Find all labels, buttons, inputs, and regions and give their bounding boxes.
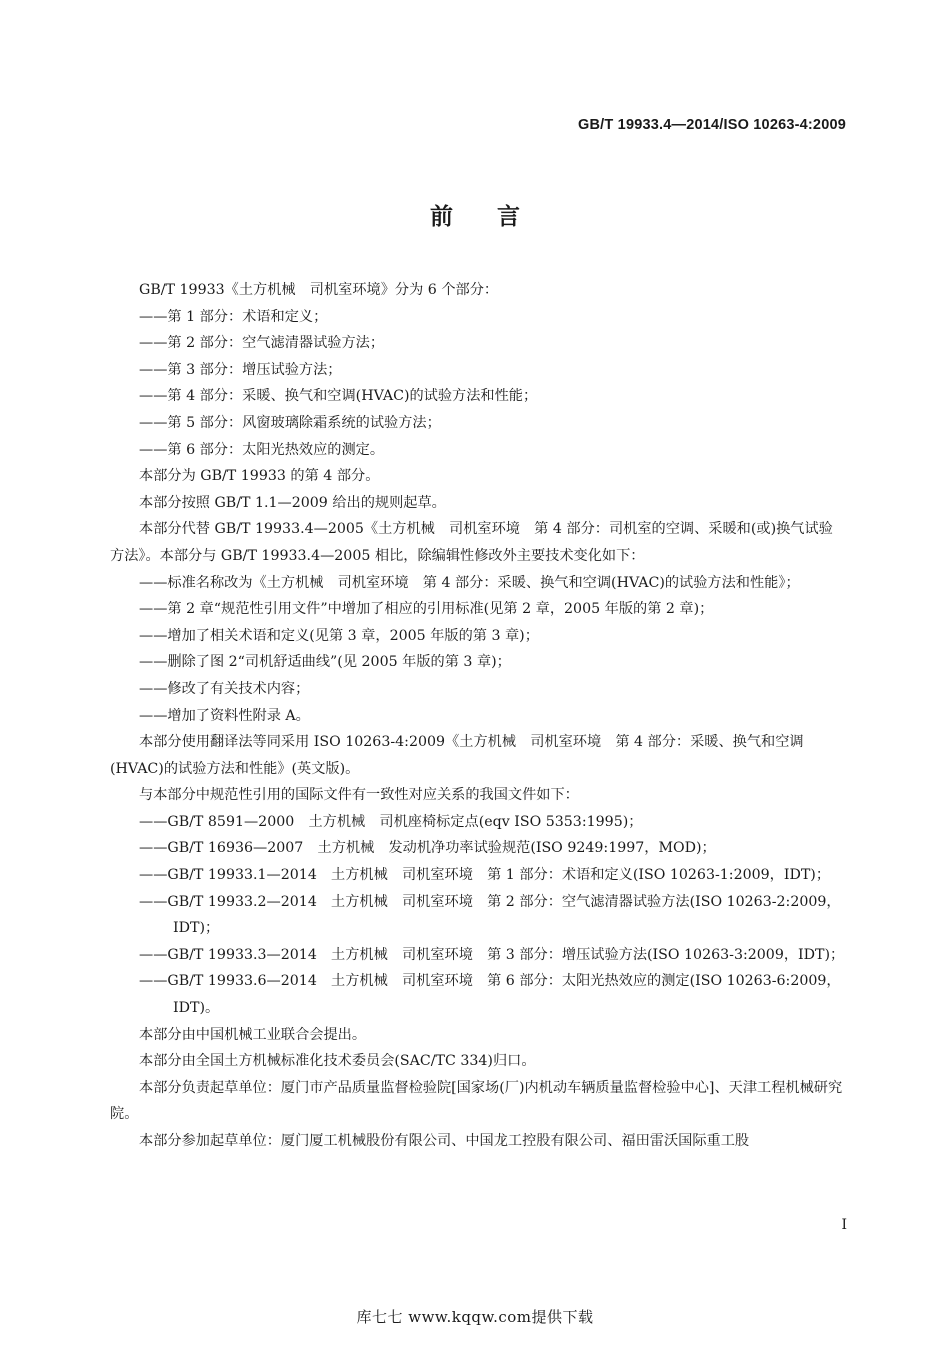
list-item: ——删除了图 2“司机舒适曲线”(见 2005 年版的第 3 章)； — [139, 654, 511, 671]
standard-number-header: GB/T 19933.4—2014/ISO 10263-4:2009 — [578, 117, 846, 133]
list-item: ——第 2 章“规范性引用文件”中增加了相应的引用标准(见第 2 章，2005 年版的第 2 章)； — [139, 601, 714, 618]
download-watermark: 库七七 www.kqqw.com提供下载 — [356, 1308, 594, 1326]
list-item: ——GB/T 19933.2—2014 土方机械 司机室环境 第 2 部分：空气滤清器试验方法(ISO 10263-2:2009，IDT)； — [139, 893, 841, 937]
list-item: ——第 1 部分：术语和定义； — [139, 308, 328, 325]
paragraph: GB/T 19933《土方机械 司机室环境》分为 6 个部分： — [139, 282, 499, 298]
list-item: ——GB/T 16936—2007 土方机械 发动机净功率试验规范(ISO 9249:1997，MOD)； — [139, 840, 716, 857]
list-item: ——第 3 部分：增压试验方法； — [139, 361, 342, 378]
list-item: ——增加了资料性附录 A。 — [139, 707, 310, 724]
paragraph: 本部分为 GB/T 19933 的第 4 部分。 — [139, 468, 380, 485]
paragraph: 与本部分中规范性引用的国际文件有一致性对应关系的我国文件如下： — [139, 787, 579, 804]
paragraph: 本部分代替 GB/T 19933.4—2005《土方机械 司机室环境 第 4 部分：司机室的空调、采暖和(或)换气试验方法》。本部分与 GB/T 19933.4—2005 相比，除编辑性修改外主要技术变化如下： — [110, 521, 833, 564]
list-item: ——GB/T 19933.6—2014 土方机械 司机室环境 第 6 部分：太阳光热效应的测定(ISO 10263-6:2009，IDT)。 — [139, 973, 841, 1017]
list-item: ——第 5 部分：风窗玻璃除霜系统的试验方法； — [139, 414, 441, 431]
paragraph: 本部分由中国机械工业联合会提出。 — [139, 1026, 367, 1043]
page-title: 前言 — [430, 204, 564, 230]
paragraph: 本部分参加起草单位：厦门厦工机械股份有限公司、中国龙工控股有限公司、福田雷沃国际重工股 — [139, 1133, 750, 1149]
list-item: ——GB/T 8591—2000 土方机械 司机座椅标定点(eqv ISO 5353:1995)； — [139, 813, 643, 830]
list-item: ——第 2 部分：空气滤清器试验方法； — [139, 335, 385, 352]
list-item: ——GB/T 19933.1—2014 土方机械 司机室环境 第 1 部分：术语和定义(ISO 10263-1:2009，IDT)； — [139, 867, 831, 884]
paragraph: 本部分由全国土方机械标准化技术委员会(SAC/TC 334)归口。 — [139, 1053, 536, 1070]
list-item: ——GB/T 19933.3—2014 土方机械 司机室环境 第 3 部分：增压试验方法(ISO 10263-3:2009，IDT)； — [139, 946, 845, 963]
list-item: ——第 6 部分：太阳光热效应的测定。 — [139, 441, 385, 458]
page-number: I — [841, 1217, 847, 1233]
document-body — [110, 277, 846, 1155]
list-item: ——标准名称改为《土方机械 司机室环境 第 4 部分：采暖、换气和空调(HVAC)的试验方法和性能》； — [139, 574, 800, 591]
list-item: ——第 4 部分：采暖、换气和空调(HVAC)的试验方法和性能； — [139, 388, 538, 405]
paragraph: 本部分负责起草单位：厦门市产品质量监督检验院[国家场(厂)内机动车辆质量监督检验中心]、天津工程机械研究院。 — [110, 1079, 843, 1123]
paragraph: 本部分使用翻译法等同采用 ISO 10263-4:2009《土方机械 司机室环境 第 4 部分：采暖、换气和空调(HVAC)的试验方法和性能》(英文版)。 — [110, 734, 804, 777]
list-item: ——增加了相关术语和定义(见第 3 章，2005 年版的第 3 章)； — [139, 627, 539, 644]
paragraph: 本部分按照 GB/T 1.1—2009 给出的规则起草。 — [139, 494, 446, 511]
list-item: ——修改了有关技术内容； — [139, 680, 310, 697]
